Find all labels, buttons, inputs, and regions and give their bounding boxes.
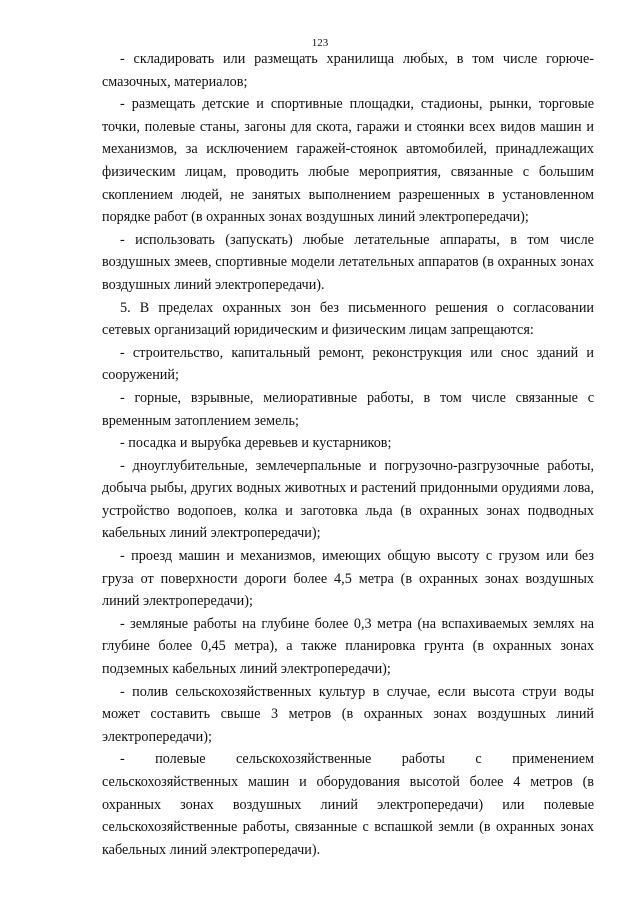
paragraph-section-5: 5. В пределах охранных зон без письменного решения о согласовании сетевых организаций юридическим и физическим лицам запрещаются: (102, 299, 594, 339)
paragraph-construction: - строительство, капитальный ремонт, реконструкция или снос зданий и сооружений; (102, 344, 594, 384)
paragraph-dredging: - дноуглубительные, землечерпальные и погрузочно-разгрузочные работы, добыча рыбы, других водных животных и растений придонными орудиями лова, устройство водопоев, колка и заготовка льда (в охранных зонах подводных кабельных линий электропередачи); (102, 457, 594, 542)
paragraph-storage-ban: - складировать или размещать хранилища любых, в том числе горюче-смазочных, материалов; (102, 51, 594, 90)
paragraph-vehicle-passage: - проезд машин и механизмов, имеющих общую высоту с грузом или без груза от поверхности дороги более 4,5 метра (в охранных зонах воздушных линий электропередачи); (102, 548, 594, 610)
document-body (102, 48, 594, 861)
paragraph-earthworks: - земляные работы на глубине более 0,3 метра (на вспахиваемых землях на глубине более 0,45 метра), а также планировка грунта (в охранных зонах подземных кабельных линий электропередачи); (102, 615, 594, 678)
paragraph-aircraft-ban: - использовать (запускать) любые летательные аппараты, в том числе воздушных змеев, спортивные модели летательных аппаратов (в охранных зонах воздушных линий электропередачи). (102, 231, 594, 293)
page-number: 123 (311, 37, 329, 49)
paragraph-mining-works: - горные, взрывные, мелиоративные работы, в том числе связанные с временным затоплением земель; (102, 389, 594, 429)
paragraph-field-works: - полевые сельскохозяйственные работы с применением сельскохозяйственных машин и оборудования высотой более 4 метров (в охранных зонах воздушных линий электропередачи) или полевые сельскохозяйственные работы, связанные с вспашкой земли (в охранных зонах кабельных линий электропередачи). (102, 751, 594, 858)
paragraph-tree-planting: - посадка и вырубка деревьев и кустарников; (120, 435, 392, 452)
paragraph-placement-ban: - размещать детские и спортивные площадки, стадионы, рынки, торговые точки, полевые станы, загоны для скота, гаражи и стоянки всех видов машин и механизмов, за исключением гаражей-стоянок автомобилей, принадлежащих физическим лицам, проводить любые мероприятия, связанные с большим скоплением людей, не занятых выполнением разрешенных в установленном порядке работ (в охранных зонах воздушных линий электропередачи); (102, 96, 594, 226)
paragraph-irrigation: - полив сельскохозяйственных культур в случае, если высота струи воды может составить свыше 3 метров (в охранных зонах воздушных линий электропередачи); (102, 683, 594, 745)
